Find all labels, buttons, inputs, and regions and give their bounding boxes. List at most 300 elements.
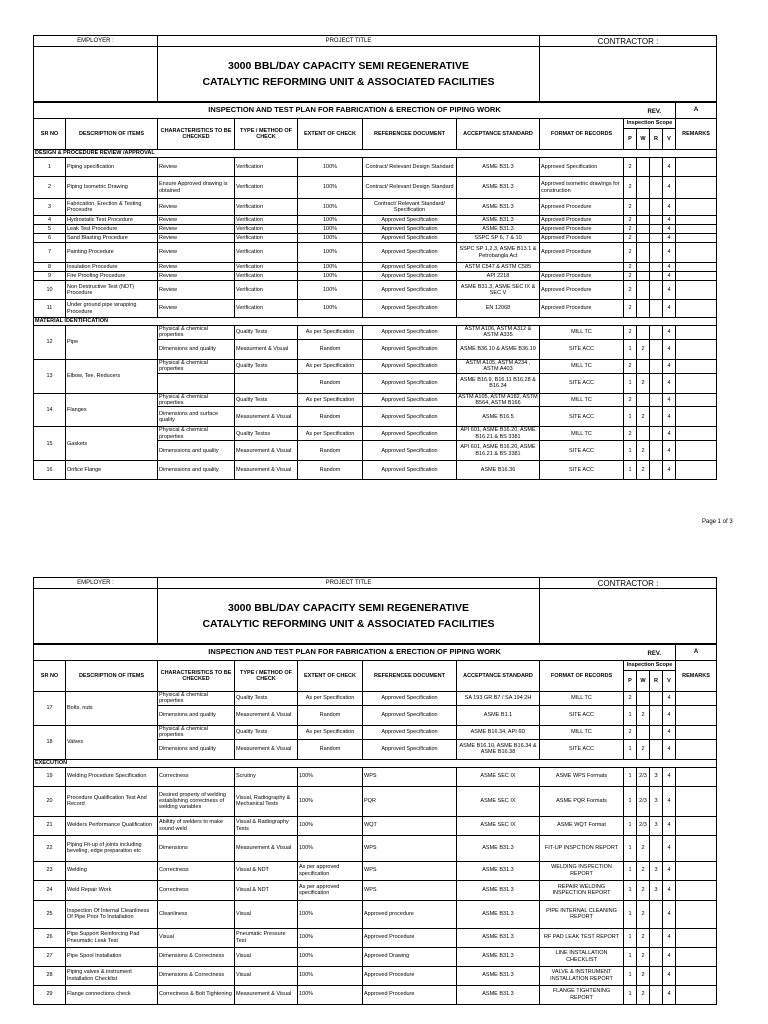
row-scope-w: [637, 725, 650, 739]
row-scope-p: 2: [624, 725, 637, 739]
row-characteristics: [158, 373, 235, 393]
row-scope-v: 4: [663, 300, 676, 318]
row-reference-doc: WPS: [363, 835, 457, 861]
row-acceptance-standard: ASME SEC IX: [457, 786, 540, 816]
row-description: Piping Fit-up of joints including beveling, edge preparation etc: [66, 835, 158, 861]
row-extent: 100%: [298, 177, 363, 199]
row-record-format: Approved Procedure: [540, 300, 624, 318]
row-scope-p: 2: [624, 281, 637, 300]
row-scope-v: 4: [663, 373, 676, 393]
row-acceptance-standard: ASTM C547 & ASTM C585: [457, 263, 540, 272]
row-description: Pipe: [66, 326, 158, 360]
row-check-type: Verification: [235, 177, 298, 199]
row-record-format: MILL TC: [540, 393, 624, 407]
row-reference-doc: Approved Specification: [363, 359, 457, 373]
row-acceptance-standard: API 2218: [457, 272, 540, 281]
row-remarks: [676, 461, 717, 480]
row-characteristics: Physical & chemical properties: [158, 393, 235, 407]
row-record-format: VALVE & INSTRUMENT INSTALLATION REPORT: [540, 966, 624, 985]
row-scope-r: [650, 339, 663, 359]
row-description: Pipe Support Reinforcing Pad Pneumatic Leak Test: [66, 928, 158, 947]
row-scope-v: 4: [663, 900, 676, 928]
row-characteristics: Review: [158, 263, 235, 272]
row-acceptance-standard: ASME B36.10 & ASME B36.19: [457, 339, 540, 359]
row-record-format: Approved Procedure: [540, 234, 624, 243]
row-remarks: [676, 234, 717, 243]
row-scope-p: 1: [624, 373, 637, 393]
row-sr-no: 22: [34, 835, 66, 861]
table-row: [34, 234, 717, 243]
row-scope-v: 4: [663, 339, 676, 359]
title-line-1: 3000 BBL/DAY CAPACITY SEMI REGENERATIVE: [228, 60, 469, 72]
row-scope-w: [637, 216, 650, 225]
row-scope-v: 4: [663, 966, 676, 985]
row-reference-doc: Contract/ Relevant Design Standard: [363, 177, 457, 199]
row-reference-doc: Approved Specification: [363, 407, 457, 427]
row-record-format: Approved Procedure: [540, 272, 624, 281]
row-check-type: Visual & Radiography Tests: [235, 816, 298, 835]
col-p: P: [624, 129, 637, 150]
row-acceptance-standard: ASME B31.3: [457, 225, 540, 234]
row-reference-doc: PQR: [363, 786, 457, 816]
row-remarks: [676, 692, 717, 706]
table-row: [34, 300, 717, 318]
col-v: V: [663, 129, 676, 150]
row-remarks: [676, 393, 717, 407]
section-header-row: [34, 759, 717, 767]
row-extent: Random: [298, 373, 363, 393]
row-record-format: Approved Procedure: [540, 199, 624, 216]
row-check-type: Visual: [235, 900, 298, 928]
row-reference-doc: Approved procedure: [363, 900, 457, 928]
row-remarks: [676, 300, 717, 318]
col-r: R: [650, 129, 663, 150]
contractor-label: CONTRACTOR :: [540, 578, 717, 589]
row-sr-no: 25: [34, 900, 66, 928]
row-reference-doc: Approved Specification: [363, 393, 457, 407]
row-acceptance-standard: ASME B31.3: [457, 966, 540, 985]
row-extent: Random: [298, 461, 363, 480]
row-characteristics: Review: [158, 225, 235, 234]
row-scope-p: 2: [624, 177, 637, 199]
row-reference-doc: Contract/ Relevant Standard/ Specification: [363, 199, 457, 216]
row-scope-r: [650, 281, 663, 300]
col-desc: DESCRIPTION OF ITEMS: [66, 661, 158, 692]
row-record-format: MILL TC: [540, 326, 624, 340]
row-scope-v: 4: [663, 705, 676, 725]
row-scope-r: [650, 158, 663, 177]
row-sr-no: 18: [34, 725, 66, 759]
col-remarks: REMARKS: [676, 119, 717, 150]
row-reference-doc: WPS: [363, 767, 457, 786]
row-scope-p: 2: [624, 359, 637, 373]
row-scope-v: 4: [663, 393, 676, 407]
row-reference-doc: Approved Specification: [363, 692, 457, 706]
table-row: [34, 225, 717, 234]
row-reference-doc: Approved Specification: [363, 234, 457, 243]
row-scope-p: 1: [624, 900, 637, 928]
row-scope-w: 2: [637, 373, 650, 393]
row-scope-p: 2: [624, 199, 637, 216]
table-row: [34, 985, 717, 1004]
row-scope-r: [650, 739, 663, 759]
row-description: Orifice Flange: [66, 461, 158, 480]
row-scope-r: 3: [650, 767, 663, 786]
col-acc: ACCEPTANCE STANDARD: [457, 661, 540, 692]
row-characteristics: Physical & chemical properties: [158, 326, 235, 340]
itp-page-2: [33, 577, 716, 1005]
row-scope-p: 2: [624, 326, 637, 340]
row-scope-v: 4: [663, 427, 676, 441]
row-sr-no: 28: [34, 966, 66, 985]
row-characteristics: Review: [158, 300, 235, 318]
employer-logo-area: [34, 47, 158, 102]
row-scope-r: [650, 272, 663, 281]
row-sr-no: 15: [34, 427, 66, 461]
row-characteristics: Dimensions & Correctness: [158, 947, 235, 966]
row-description: Piping valves & instrument Installation Checklist: [66, 966, 158, 985]
row-extent: Random: [298, 705, 363, 725]
row-scope-w: 2: [637, 339, 650, 359]
row-remarks: [676, 786, 717, 816]
row-description: Elbow, Tee, Reducers: [66, 359, 158, 393]
row-description: Piping Isometric Drawing: [66, 177, 158, 199]
row-characteristics: Review: [158, 243, 235, 263]
row-check-type: Measurement & Visual: [235, 705, 298, 725]
row-reference-doc: Approved Specification: [363, 263, 457, 272]
row-acceptance-standard: ASME B1.1: [457, 705, 540, 725]
row-characteristics: Abiltity of welders to make sound weld: [158, 816, 235, 835]
row-check-type: Measurement & Visual: [235, 407, 298, 427]
row-description: Pipe Spool Installation: [66, 947, 158, 966]
table-row: [34, 835, 717, 861]
row-description: Sand Blasting Procedure: [66, 234, 158, 243]
row-record-format: REPAIR WELDING INSPECTION REPORT: [540, 880, 624, 900]
table-row: [34, 216, 717, 225]
row-scope-w: [637, 263, 650, 272]
section-header-row: [34, 150, 717, 158]
row-reference-doc: Approved Specification: [363, 243, 457, 263]
row-scope-w: 2: [637, 461, 650, 480]
row-record-format: Approved isometric drawings for construction: [540, 177, 624, 199]
table-row: [34, 427, 717, 441]
table-row: [34, 281, 717, 300]
row-extent: Random: [298, 739, 363, 759]
row-record-format: Approved Procedure: [540, 281, 624, 300]
row-characteristics: Correctness: [158, 767, 235, 786]
row-extent: As per Specification: [298, 326, 363, 340]
row-check-type: Scrutiny: [235, 767, 298, 786]
row-record-format: ASME WPS Formats: [540, 767, 624, 786]
row-record-format: LINE INSTALLATION CHECKLIST: [540, 947, 624, 966]
row-scope-w: 2: [637, 739, 650, 759]
row-scope-p: 1: [624, 739, 637, 759]
row-scope-r: [650, 393, 663, 407]
row-scope-v: 4: [663, 359, 676, 373]
row-remarks: [676, 767, 717, 786]
section-header-row: [34, 318, 717, 326]
row-characteristics: Review: [158, 199, 235, 216]
row-remarks: [676, 427, 717, 441]
row-check-type: Measurement & Visual: [235, 441, 298, 461]
row-reference-doc: Approved Procedure: [363, 966, 457, 985]
row-remarks: [676, 928, 717, 947]
row-characteristics: Dimensions and quality: [158, 339, 235, 359]
plan-title: INSPECTION AND TEST PLAN FOR FABRICATION & ERECTION OF PIPING WORK: [208, 646, 501, 656]
row-check-type: Measurement & Visual: [235, 835, 298, 861]
row-scope-v: 4: [663, 225, 676, 234]
row-characteristics: Dimensions and surface quality: [158, 407, 235, 427]
plan-title-cell: [34, 645, 676, 661]
row-scope-v: 4: [663, 177, 676, 199]
row-characteristics: Dimenssions and quality: [158, 461, 235, 480]
col-desc: DESCRIPTION OF ITEMS: [66, 119, 158, 150]
row-scope-v: 4: [663, 786, 676, 816]
row-record-format: ASME WQT Format: [540, 816, 624, 835]
row-characteristics: Correctness & Bolt Tightening: [158, 985, 235, 1004]
row-record-format: SITE ACC: [540, 407, 624, 427]
row-description: Bolts, nuts: [66, 692, 158, 726]
row-sr-no: 10: [34, 281, 66, 300]
row-scope-p: 2: [624, 300, 637, 318]
row-sr-no: 11: [34, 300, 66, 318]
row-description: Valves: [66, 725, 158, 759]
row-reference-doc: Approved Specification: [363, 705, 457, 725]
row-description: Welding: [66, 861, 158, 880]
row-scope-v: 4: [663, 767, 676, 786]
col-extent: EXTENT OF CHECK: [298, 661, 363, 692]
row-reference-doc: Approved Specification: [363, 300, 457, 318]
row-scope-r: [650, 263, 663, 272]
row-remarks: [676, 705, 717, 725]
row-extent: Random: [298, 407, 363, 427]
document-header-2: [33, 577, 717, 644]
contractor-logo-area: [540, 47, 717, 102]
row-acceptance-standard: SSPC SP 1,2,3, ASME B13.1 & Petrobangla Act: [457, 243, 540, 263]
row-acceptance-standard: ASME B16.34, API 6D: [457, 725, 540, 739]
row-scope-w: 2: [637, 966, 650, 985]
table-row: [34, 900, 717, 928]
row-extent: As per approved specification: [298, 861, 363, 880]
table-row: [34, 461, 717, 480]
section-title: EXECUTION: [34, 759, 717, 767]
table-row: [34, 816, 717, 835]
row-reference-doc: Approved Specification: [363, 326, 457, 340]
row-scope-p: 1: [624, 861, 637, 880]
row-extent: 100%: [298, 158, 363, 177]
col-r: R: [650, 671, 663, 692]
row-scope-v: 4: [663, 441, 676, 461]
row-scope-p: 1: [624, 835, 637, 861]
row-scope-w: [637, 326, 650, 340]
row-description: Fabrication, Erection & Testing Proceudre: [66, 199, 158, 216]
row-record-format: SITE ACC: [540, 441, 624, 461]
row-check-type: Quality Tests: [235, 326, 298, 340]
row-sr-no: 16: [34, 461, 66, 480]
row-characteristics: Review: [158, 272, 235, 281]
row-check-type: [235, 373, 298, 393]
row-check-type: Measurement & Visual: [235, 985, 298, 1004]
col-char: CHARACTERISTICS TO BE CHECKED: [158, 119, 235, 150]
row-acceptance-standard: ASME B31.3: [457, 900, 540, 928]
row-scope-w: 2: [637, 985, 650, 1004]
itp-body-page-2: [34, 692, 717, 1005]
row-scope-p: 1: [624, 767, 637, 786]
row-scope-v: 4: [663, 281, 676, 300]
row-scope-v: 4: [663, 199, 676, 216]
rev-label: REV.: [647, 650, 661, 657]
row-reference-doc: Approved Specification: [363, 339, 457, 359]
row-scope-r: [650, 461, 663, 480]
row-scope-w: 2: [637, 880, 650, 900]
row-check-type: Visual: [235, 947, 298, 966]
row-scope-w: 2: [637, 835, 650, 861]
col-p: P: [624, 671, 637, 692]
row-characteristics: Dimensions: [158, 835, 235, 861]
row-acceptance-standard: ASME B31.3: [457, 880, 540, 900]
col-v: V: [663, 671, 676, 692]
row-remarks: [676, 158, 717, 177]
row-record-format: SITE ACC: [540, 339, 624, 359]
row-acceptance-standard: ASME B31.3: [457, 835, 540, 861]
row-remarks: [676, 216, 717, 225]
row-record-format: FIT-UP INSPCTION REPORT: [540, 835, 624, 861]
row-reference-doc: Approved Drawing: [363, 947, 457, 966]
row-scope-w: [637, 158, 650, 177]
title-line-1: 3000 BBL/DAY CAPACITY SEMI REGENERATIVE: [228, 602, 469, 614]
row-remarks: [676, 199, 717, 216]
row-scope-r: [650, 407, 663, 427]
row-record-format: SITE ACC: [540, 705, 624, 725]
contractor-logo-area: [540, 589, 717, 644]
row-acceptance-standard: ASME B31.3: [457, 985, 540, 1004]
row-scope-v: 4: [663, 835, 676, 861]
row-remarks: [676, 900, 717, 928]
row-extent: 100%: [298, 300, 363, 318]
row-scope-w: 2: [637, 705, 650, 725]
col-sr: SR NO: [34, 661, 66, 692]
itp-body-page-1: [34, 150, 717, 480]
row-extent: As per Specification: [298, 359, 363, 373]
row-sr-no: 5: [34, 225, 66, 234]
row-record-format: SITE ACC: [540, 739, 624, 759]
row-sr-no: 7: [34, 243, 66, 263]
row-scope-r: [650, 216, 663, 225]
row-characteristics: Visual: [158, 928, 235, 947]
row-scope-v: 4: [663, 880, 676, 900]
row-record-format: PIPE INTERNAL CLEANING REPORT: [540, 900, 624, 928]
row-scope-w: 2: [637, 928, 650, 947]
row-extent: 100%: [298, 234, 363, 243]
row-scope-r: [650, 177, 663, 199]
col-scope: Inspection Scope: [624, 119, 676, 129]
col-ref: REFERENCEE DOCUMENT: [363, 119, 457, 150]
row-characteristics: Correctness: [158, 880, 235, 900]
table-row: [34, 158, 717, 177]
row-scope-v: 4: [663, 461, 676, 480]
row-scope-r: [650, 966, 663, 985]
table-row: [34, 861, 717, 880]
row-scope-r: [650, 225, 663, 234]
row-remarks: [676, 339, 717, 359]
row-check-type: Visual & NDT: [235, 861, 298, 880]
row-scope-v: 4: [663, 272, 676, 281]
row-scope-r: [650, 928, 663, 947]
row-scope-w: [637, 300, 650, 318]
row-reference-doc: Approved Specification: [363, 373, 457, 393]
row-check-type: Measurment & Visual: [235, 339, 298, 359]
row-remarks: [676, 225, 717, 234]
row-scope-r: [650, 705, 663, 725]
row-scope-p: 2: [624, 427, 637, 441]
row-extent: Random: [298, 339, 363, 359]
row-acceptance-standard: EN 12068: [457, 300, 540, 318]
row-extent: 100%: [298, 786, 363, 816]
row-characteristics: Review: [158, 158, 235, 177]
row-acceptance-standard: ASME B31.3: [457, 177, 540, 199]
row-check-type: Measurement & Visual: [235, 461, 298, 480]
row-scope-p: 2: [624, 216, 637, 225]
row-scope-p: 2: [624, 243, 637, 263]
row-description: Under ground pipe wrapping Procedure: [66, 300, 158, 318]
table-row: [34, 263, 717, 272]
row-characteristics: Dimensions and quality: [158, 739, 235, 759]
row-sr-no: 9: [34, 272, 66, 281]
row-description: Procedure Qualification Test And Record: [66, 786, 158, 816]
row-reference-doc: WPS: [363, 861, 457, 880]
row-sr-no: 27: [34, 947, 66, 966]
row-sr-no: 12: [34, 326, 66, 360]
row-sr-no: 14: [34, 393, 66, 427]
row-scope-w: 2/3: [637, 816, 650, 835]
row-characteristics: Dimenssions and quality: [158, 441, 235, 461]
row-scope-w: 2: [637, 441, 650, 461]
row-scope-p: 1: [624, 880, 637, 900]
row-acceptance-standard: ASME B16.9, B16.11 B16.28 & B16.34: [457, 373, 540, 393]
row-record-format: ASME PQR Formats: [540, 786, 624, 816]
row-check-type: Quality Tests: [235, 725, 298, 739]
row-scope-r: [650, 359, 663, 373]
row-reference-doc: Approved Procedure: [363, 928, 457, 947]
row-scope-p: 1: [624, 461, 637, 480]
row-sr-no: 13: [34, 359, 66, 393]
row-record-format: FLANGE TIGHTENING REPORT: [540, 985, 624, 1004]
row-characteristics: Physical & chemical properties: [158, 359, 235, 373]
row-scope-p: 1: [624, 966, 637, 985]
row-remarks: [676, 243, 717, 263]
row-check-type: Quality Testss: [235, 427, 298, 441]
row-scope-w: [637, 692, 650, 706]
row-sr-no: 19: [34, 767, 66, 786]
row-check-type: Verification: [235, 234, 298, 243]
row-scope-r: [650, 243, 663, 263]
row-check-type: Quality Tests: [235, 692, 298, 706]
row-sr-no: 4: [34, 216, 66, 225]
row-scope-v: 4: [663, 947, 676, 966]
row-sr-no: 29: [34, 985, 66, 1004]
table-row: [34, 947, 717, 966]
row-check-type: Verification: [235, 300, 298, 318]
row-record-format: [540, 263, 624, 272]
row-scope-r: 3: [650, 816, 663, 835]
row-characteristics: Review: [158, 234, 235, 243]
row-sr-no: 17: [34, 692, 66, 726]
row-extent: 100%: [298, 281, 363, 300]
row-sr-no: 2: [34, 177, 66, 199]
row-extent: 100%: [298, 928, 363, 947]
row-scope-p: 1: [624, 705, 637, 725]
row-reference-doc: Approved Specification: [363, 281, 457, 300]
